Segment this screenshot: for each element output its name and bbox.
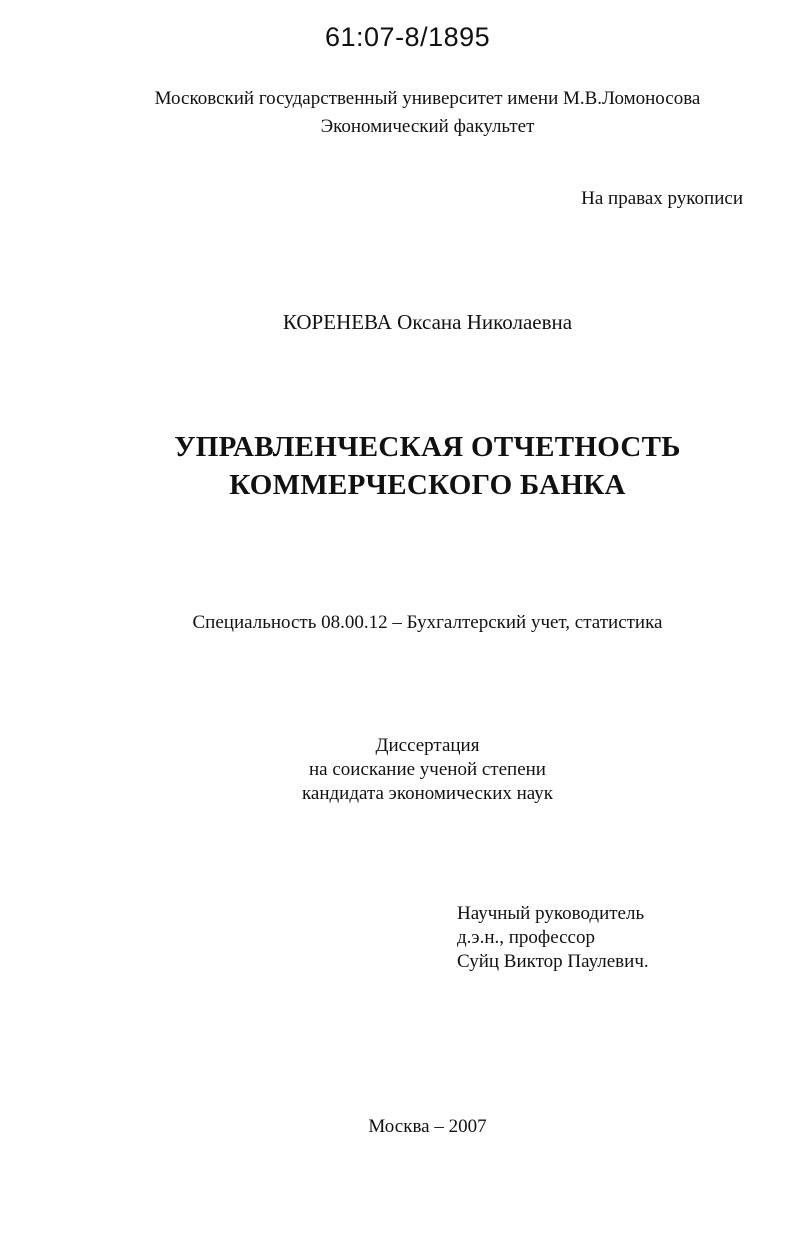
archive-stamp-number: 61:07-8/1895: [325, 22, 491, 52]
degree-line-1: Диссертация: [375, 735, 480, 756]
university-name: Московский государственный университет имени М.В.Ломоносова: [154, 88, 701, 109]
title-line-1: УПРАВЛЕНЧЕСКАЯ ОТЧЕТНОСТЬ: [174, 431, 681, 463]
degree-statement: [30, 734, 795, 806]
degree-line-3: кандидата экономических наук: [301, 783, 554, 804]
city-year: Москва – 2007: [368, 1116, 487, 1137]
supervisor-degree: д.э.н., профессор: [457, 927, 595, 948]
author-name: КОРЕНЕВА Оксана Николаевна: [282, 310, 573, 334]
supervisor-block: [457, 902, 649, 974]
supervisor-name: Суйц Виктор Паулевич.: [457, 951, 649, 972]
degree-line-2: на соискание ученой степени: [309, 759, 546, 780]
dissertation-title: [30, 428, 795, 504]
title-line-2: КОММЕРЧЕСКОГО БАНКА: [229, 469, 626, 501]
supervisor-role: Научный руководитель: [457, 903, 645, 924]
specialty-line: Специальность 08.00.12 – Бухгалтерский учет, статистика: [192, 612, 663, 633]
manuscript-note: На правах рукописи: [581, 188, 743, 209]
faculty-name: Экономический факультет: [320, 116, 535, 137]
